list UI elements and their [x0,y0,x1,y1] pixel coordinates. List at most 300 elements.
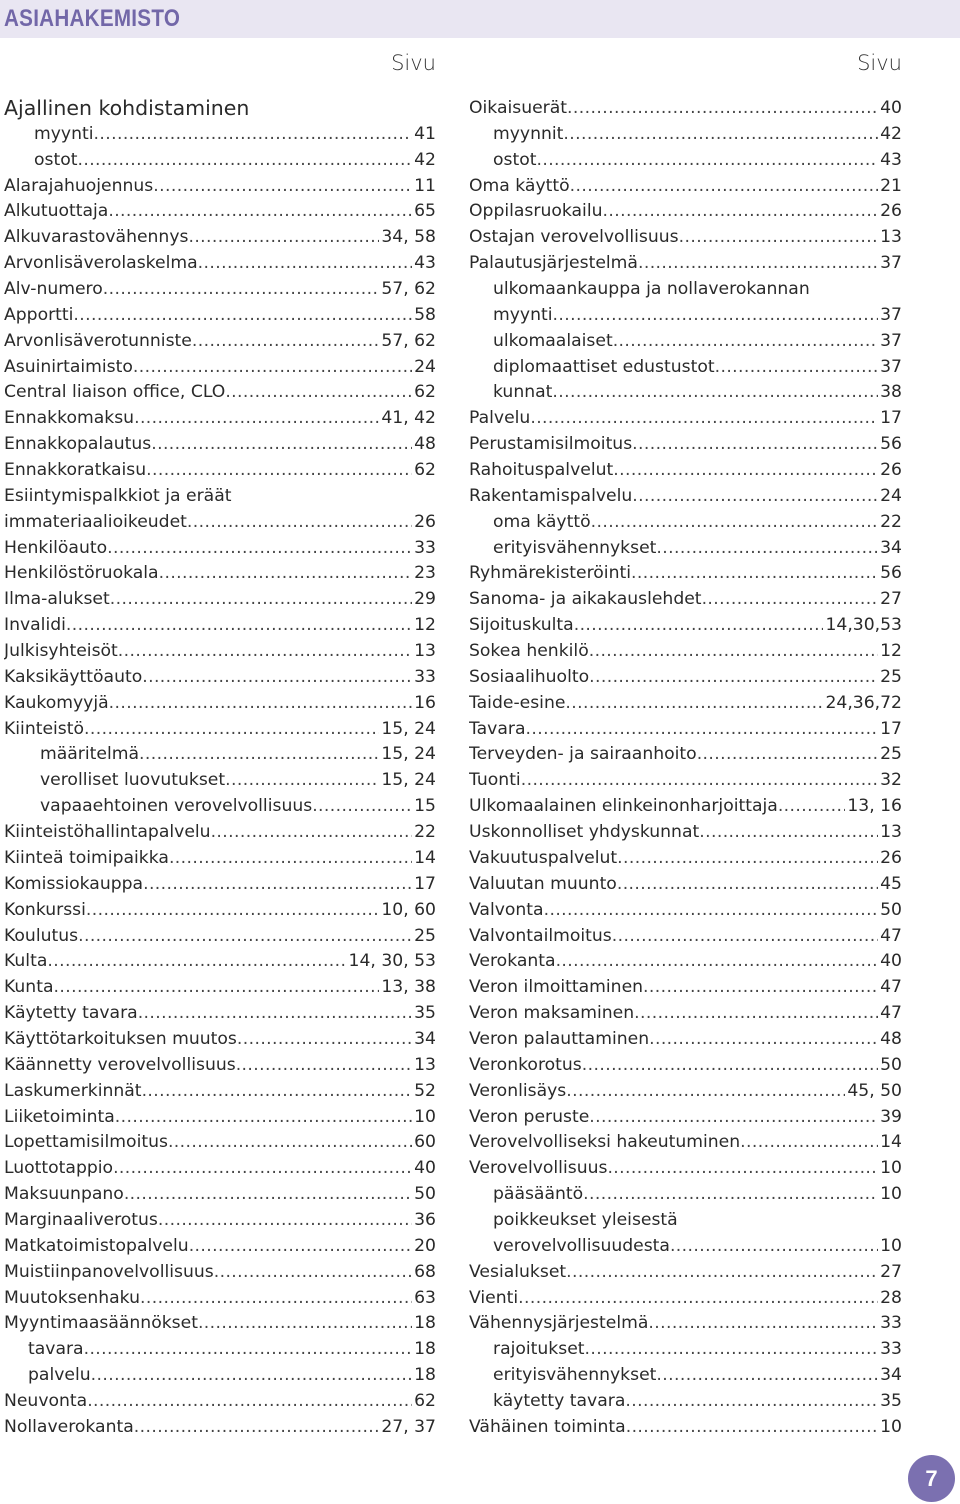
dot-leader [643,975,878,1001]
dot-leader [553,303,879,329]
index-term: Valvonta [469,899,544,920]
dot-leader [570,174,879,200]
index-page-ref: 36 [414,1209,436,1230]
index-term: Ennakkopalautus [4,434,152,455]
page-number-badge: 7 [908,1455,955,1502]
index-page-ref: 37 [880,304,902,325]
index-entry [469,613,902,639]
index-entry [4,1286,436,1312]
dot-leader [214,1260,412,1286]
dot-leader [702,587,879,613]
index-term: Vesialukset [469,1261,567,1282]
index-page-ref: 26 [880,460,902,481]
index-term: Veron maksaminen [469,1003,635,1024]
dot-leader [86,898,379,924]
index-page-ref: 57, 62 [381,330,436,351]
index-page-ref: 12 [414,615,436,636]
index-page-ref: 47 [880,1003,902,1024]
dot-leader [589,665,878,691]
index-list [469,96,902,1441]
index-term: Komissiokauppa [4,873,144,894]
dot-leader [84,717,379,743]
index-term: Lopettamisilmoitus [4,1132,168,1153]
index-term: Kiinteistö [4,718,85,739]
index-term: ulkomaankauppa ja nollaverokannan [493,279,810,300]
index-entry [4,924,436,950]
dot-leader [574,613,824,639]
index-term: Marginaaliverotus [4,1209,158,1230]
index-entry [469,768,902,794]
dot-leader [146,458,412,484]
index-entry [4,1415,436,1441]
index-page-ref: 42 [414,149,436,170]
index-term: Muistiinpanovelvollisuus [4,1261,214,1282]
index-page-ref: 15, 24 [381,770,436,791]
index-term: Ilma-alukset [4,589,110,610]
dot-leader [143,872,412,898]
dot-leader [625,1389,878,1415]
index-term: Muutoksenhaku [4,1287,140,1308]
index-term: Kunta [4,977,54,998]
dot-leader [169,846,412,872]
index-page-ref: 40 [880,951,902,972]
dot-leader [634,1001,878,1027]
index-term: Neuvonta [4,1390,88,1411]
dot-leader [168,1130,412,1156]
index-term: Ryhmärekisteröinti [469,563,631,584]
index-term: Veronkorotus [469,1054,582,1075]
index-term: Palvelu [469,408,531,429]
index-page-ref: 33 [880,1339,902,1360]
index-page-ref: 13, 38 [381,977,436,998]
index-entry [4,613,436,639]
index-page-ref: 62 [414,382,436,403]
index-term: Kaukomyyjä [4,692,109,713]
index-entry [469,1234,902,1260]
index-term: verolliset luovutukset [40,770,226,791]
dot-leader [626,1415,878,1441]
index-term: määritelmä [40,744,140,765]
index-entry [4,898,436,924]
index-page-ref: 13, 16 [847,796,902,817]
index-term: palvelu [28,1365,91,1386]
dot-leader [589,1105,878,1131]
index-entry [4,768,436,794]
index-page-ref: 26 [414,511,436,532]
dot-leader [566,1260,878,1286]
index-page-ref: 14 [880,1132,902,1153]
index-entry [469,225,902,251]
index-page-ref: 20 [414,1235,436,1256]
index-entry [469,303,902,329]
dot-leader [521,768,878,794]
index-term: Alarajahuojennus [4,175,154,196]
index-page-ref: 60 [414,1132,436,1153]
index-term: Konkurssi [4,899,86,920]
index-entry [469,820,902,846]
dot-leader [87,1389,412,1415]
index-term: verovelvollisuudesta [493,1235,670,1256]
index-page-ref: 15, 24 [381,718,436,739]
index-entry [469,742,902,768]
index-page-ref: 40 [880,98,902,118]
index-term: erityisvähennykset [493,537,657,558]
index-entry [4,174,436,200]
index-term: erityisvähennykset [493,1365,657,1386]
index-term: Luottotappio [4,1158,114,1179]
index-entry [469,975,902,1001]
dot-leader [612,924,878,950]
dot-leader [159,561,413,587]
index-term: kunnat [493,382,553,403]
dot-leader [188,225,379,251]
index-page-ref: 35 [880,1390,902,1411]
dot-leader [552,380,878,406]
index-entry [4,355,436,381]
index-term: käytetty tavara [493,1390,626,1411]
index-page-ref: 37 [880,356,902,377]
index-term: vapaaehtoinen verovelvollisuus [40,796,313,817]
index-page-ref: 47 [880,925,902,946]
index-page-ref: 25 [880,666,902,687]
dot-leader [656,536,878,562]
dot-leader [715,355,879,381]
page-column-label: Sivu [857,51,902,75]
index-term: Valuutan muunto [469,873,617,894]
index-term: Koulutus [4,925,79,946]
index-term: Ennakkomaksu [4,408,135,429]
index-entry [4,639,436,665]
index-page-ref: 10 [880,1235,902,1256]
index-term: Matkatoimistopalvelu [4,1235,189,1256]
index-entry [469,924,902,950]
index-page-ref: 14,30,53 [825,615,902,636]
index-page-ref: 50 [880,899,902,920]
index-entry [4,742,436,768]
index-entry [469,199,902,225]
index-term: Verovelvolliseksi hakeutuminen [469,1132,741,1153]
index-entry [469,1311,902,1337]
index-term: rajoitukset [493,1339,585,1360]
dot-leader [73,303,412,329]
index-entry [4,561,436,587]
index-entry [469,846,902,872]
index-page-ref: 34 [880,537,902,558]
index-term: oma käyttö [493,511,591,532]
index-page-ref: 57, 62 [381,279,436,300]
page-column-label: Sivu [391,51,436,75]
index-page-ref: 13 [880,227,902,248]
index-page-ref: 25 [414,925,436,946]
dot-leader [53,975,379,1001]
dot-leader [591,510,879,536]
index-entry [469,1105,902,1131]
dot-leader [544,898,879,924]
index-term: Ostajan verovelvollisuus [469,227,679,248]
dot-leader [656,1363,878,1389]
index-page-ref: 45, 50 [847,1080,902,1101]
index-entry [469,691,902,717]
dot-leader [632,432,878,458]
dot-leader [567,96,878,122]
index-page-ref: 39 [880,1106,902,1127]
index-entry [469,1182,902,1208]
index-term: Taide-esine [469,692,566,713]
dot-leader [536,148,878,174]
index-term: Henkilöauto [4,537,108,558]
index-term: Ulkomaalainen elinkeinonharjoittaja [469,796,778,817]
index-page-ref: 11 [414,175,436,196]
index-entry [469,665,902,691]
dot-leader [134,406,379,432]
index-entry [469,898,902,924]
index-term: Kiinteistöhallintapalvelu [4,822,211,843]
index-entry [4,536,436,562]
index-entry [4,329,436,355]
index-term: myynti [493,304,553,325]
index-entry [4,1130,436,1156]
dot-leader [679,225,879,251]
index-page-ref: 56 [880,563,902,584]
dot-leader [563,122,878,148]
index-entry [469,329,902,355]
index-term: Alkuvarastovähennys [4,227,189,248]
index-term: Vakuutuspalvelut [469,847,618,868]
index-entry [469,1260,902,1286]
index-page-ref: 15, 24 [381,744,436,765]
index-entry [469,122,902,148]
dot-leader [192,329,379,355]
index-entry [469,1389,902,1415]
index-term: pääsääntö [493,1184,584,1205]
index-term: Alv-numero [4,279,103,300]
index-term: Oppilasruokailu [469,201,603,222]
index-page-ref: 10, 60 [381,899,436,920]
index-term: diplomaattiset edustustot [493,356,715,377]
index-entry [469,1130,902,1156]
index-entry [4,717,436,743]
index-entry [4,975,436,1001]
dot-leader [211,820,413,846]
index-term: Valvontailmoitus [469,925,612,946]
index-term: Sanoma- ja aikakauslehdet [469,589,702,610]
index-term: Veron ilmoittaminen [469,977,644,998]
index-page-ref: 48 [880,1028,902,1049]
index-entry [469,277,902,303]
dot-leader [133,355,412,381]
index-entry [4,484,436,510]
index-entry [469,174,902,200]
index-term: Verokanta [469,951,556,972]
index-page-ref: 14, 30, 53 [348,951,436,972]
index-entry [469,639,902,665]
dot-leader [556,949,879,975]
index-page-ref: 29 [414,589,436,610]
index-term: Perustamisilmoitus [469,434,633,455]
index-term: Käytetty tavara [4,1003,138,1024]
index-page-ref: 10 [880,1416,902,1437]
index-entry [4,949,436,975]
index-entry [4,587,436,613]
index-term: immateriaalioikeudet [4,511,187,532]
dot-leader [142,1079,413,1105]
index-page-ref: 47 [880,977,902,998]
dot-leader [649,1027,878,1053]
dot-leader [566,1079,845,1105]
index-page-ref: 50 [414,1184,436,1205]
dot-leader [187,510,412,536]
index-term: Vähennysjärjestelmä [469,1313,649,1334]
index-term: Sokea henkilö [469,641,589,662]
index-entry [4,1234,436,1260]
dot-leader [153,174,412,200]
page-title: ASIAHAKEMISTO [4,5,181,32]
index-entry [469,1286,902,1312]
index-page-ref: 14 [414,847,436,868]
index-page-ref: 43 [414,253,436,274]
index-term: poikkeukset yleisestä [493,1209,678,1230]
index-entry [4,1001,436,1027]
index-term: Ennakkoratkaisu [4,460,147,481]
dot-leader [198,251,413,277]
index-page-ref: 43 [880,149,902,170]
index-entry [4,1337,436,1363]
index-entry [4,846,436,872]
dot-leader [648,1311,878,1337]
index-page-ref: 21 [880,175,902,196]
index-entry [4,303,436,329]
dot-leader [632,484,878,510]
index-term: Nollaverokanta [4,1416,134,1437]
index-list [4,96,436,1441]
dot-leader [115,1105,412,1131]
index-page-ref: 24,36,72 [825,692,902,713]
index-entry [4,122,436,148]
dot-leader [124,1182,412,1208]
dot-leader [66,613,412,639]
index-entry [4,794,436,820]
index-entry [4,199,436,225]
dot-leader [118,639,412,665]
dot-leader [84,1337,413,1363]
index-entry [469,949,902,975]
index-term: Esiintymispalkkiot ja eräät [4,485,232,506]
index-entry [469,458,902,484]
dot-leader [603,199,879,225]
dot-leader [778,794,846,820]
index-term: Arvonlisäverotunniste [4,330,192,351]
index-page-ref: 63 [414,1287,436,1308]
index-term: Veron palauttaminen [469,1028,650,1049]
index-entry [4,251,436,277]
index-page-ref: 13 [414,641,436,662]
dot-leader [151,432,412,458]
index-page-ref: 48 [414,434,436,455]
index-term: myynti [34,123,94,144]
index-entry [4,1311,436,1337]
index-term: Vähäinen toiminta [469,1416,626,1437]
dot-leader [236,1053,412,1079]
index-page-ref: 10 [880,1158,902,1179]
index-page-ref: 17 [880,408,902,429]
dot-leader [198,1311,412,1337]
index-entry [4,1105,436,1131]
index-page-ref: 26 [880,201,902,222]
index-page-ref: 41 [414,123,436,144]
index-entry [469,1079,902,1105]
dot-leader [526,717,879,743]
index-term: Sosiaalihuolto [469,666,590,687]
index-term: Tavara [469,718,526,739]
index-term: Oikaisuerät [469,98,568,118]
index-page-ref: 68 [414,1261,436,1282]
dot-leader [225,380,412,406]
index-entry [4,1260,436,1286]
index-entry [4,277,436,303]
index-term: Kiinteä toimipaikka [4,847,169,868]
index-term: Liiketoiminta [4,1106,115,1127]
index-term: Käännetty verovelvollisuus [4,1054,236,1075]
dot-leader [699,820,878,846]
index-term: Kaksikäyttöauto [4,666,143,687]
index-page-ref: 15 [414,796,436,817]
index-entry [4,1053,436,1079]
index-term: Palautusjärjestelmä [469,253,638,274]
index-term: Central liaison office, CLO [4,382,226,403]
index-page-ref: 58 [414,304,436,325]
index-page-ref: 33 [414,666,436,687]
index-term: Oma käyttö [469,175,570,196]
index-page-ref: 24 [414,356,436,377]
dot-leader [47,949,346,975]
index-entry [469,148,902,174]
index-page-ref: 28 [880,1287,902,1308]
index-entry [4,820,436,846]
index-entry [469,510,902,536]
dot-leader [142,665,412,691]
dot-leader [91,1363,412,1389]
dot-leader [518,1286,878,1312]
index-page-ref: 27 [880,1261,902,1282]
index-page-ref: 16 [414,692,436,713]
dot-leader [670,1234,878,1260]
dot-leader [740,1130,878,1156]
index-entry [4,1156,436,1182]
index-term: Veronlisäys [469,1080,567,1101]
index-page-ref: 40 [414,1158,436,1179]
index-page-ref: 25 [880,744,902,765]
index-entry [469,717,902,743]
dot-leader [697,742,878,768]
index-page-ref: 45 [880,873,902,894]
index-entry [4,691,436,717]
index-term: Sijoituskulta [469,615,574,636]
index-term: Arvonlisäverolaskelma [4,253,198,274]
dot-leader [583,1182,878,1208]
index-entry [469,1208,902,1234]
index-term: Alkutuottaja [4,201,109,222]
index-term: Tuonti [469,770,521,791]
index-page-ref: 22 [880,511,902,532]
dot-leader [158,1208,412,1234]
dot-leader [113,1156,412,1182]
index-term: Laskumerkinnät [4,1080,142,1101]
index-page-ref: 34 [880,1365,902,1386]
index-page-ref: 27, 37 [381,1416,436,1437]
dot-leader [108,199,412,225]
index-term: Maksuunpano [4,1184,124,1205]
dot-leader [77,148,412,174]
